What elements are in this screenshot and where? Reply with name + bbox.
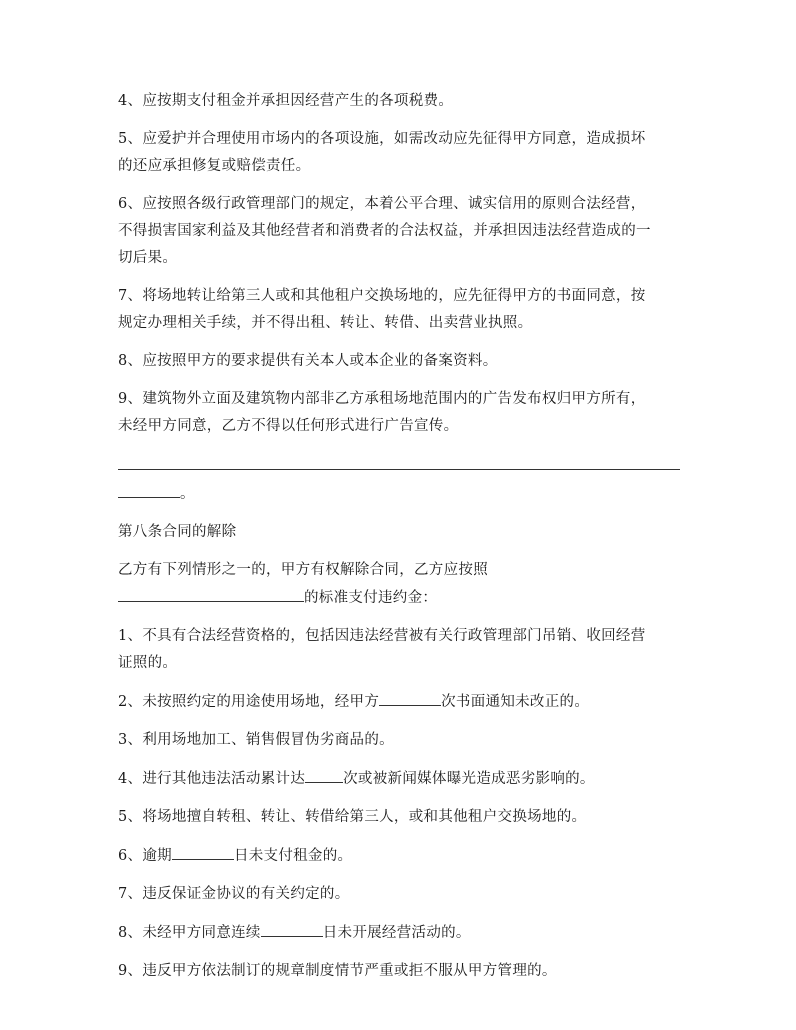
- violation-count-blank: [305, 765, 343, 783]
- fill-in-blank-block: [118, 452, 684, 508]
- clause-item-8-text: 8、应按照甲方的要求提供有关本人或本企业的备案资料。: [118, 353, 498, 369]
- termination-item-8-a: 8、未经甲方同意连续: [118, 925, 261, 941]
- overdue-days-blank: [172, 842, 234, 860]
- clause-item-5: [118, 126, 684, 180]
- clause-item-7-line-2: 规定办理相关手续，并不得出租、转让、转借、出卖营业执照。: [118, 315, 533, 331]
- termination-intro: [118, 557, 684, 612]
- clause-item-6-line-1: 6、应按照各级行政管理部门的规定，本着公平合理、诚实信用的原则合法经营，: [118, 196, 646, 212]
- clause-item-6-line-2: 不得损害国家利益及其他经营者和消费者的合法权益，并承担因违法经营造成的一: [118, 223, 651, 239]
- clause-item-9: [118, 386, 684, 440]
- section-title: 第八条合同的解除: [118, 524, 237, 540]
- termination-item-2-a: 2、未按照约定的用途使用场地，经甲方: [118, 694, 380, 710]
- clause-item-5-line-1: 5、应爱护并合理使用市场内的各项设施，如需改动应先征得甲方同意，造成损坏: [118, 131, 646, 147]
- termination-item-4-b: 次或被新闻媒体曝光造成恶劣影响的。: [343, 771, 595, 787]
- termination-item-2: [118, 688, 684, 716]
- clause-item-6: [118, 191, 684, 272]
- clause-item-7-line-1: 7、将场地转让给第三人或和其他租户交换场地的，应先征得甲方的书面同意，按: [118, 288, 646, 304]
- blank-line-end: 。: [180, 486, 195, 502]
- clause-item-4-text: 4、应按期支付租金并承担因经营产生的各项税费。: [118, 93, 454, 109]
- termination-intro-line-2: 的标准支付违约金：: [304, 590, 438, 606]
- termination-item-3: 3、利用场地加工、销售假冒伪劣商品的。: [118, 732, 394, 748]
- termination-item-2-b: 次书面通知未改正的。: [441, 694, 590, 710]
- clause-item-7: [118, 283, 684, 337]
- notice-count-blank: [379, 688, 441, 706]
- document-page: [118, 88, 684, 996]
- termination-intro-line-1: 乙方有下列情形之一的，甲方有权解除合同，乙方应按照: [118, 562, 488, 578]
- fill-in-blank-long: [118, 452, 680, 470]
- termination-item-8-b: 日未开展经营活动的。: [322, 925, 471, 941]
- termination-item-4-a: 4、进行其他违法活动累计达: [118, 771, 306, 787]
- clause-item-9-line-2: 未经甲方同意，乙方不得以任何形式进行广告宣传。: [118, 418, 459, 434]
- termination-item-5: 5、将场地擅自转租、转让、转借给第三人，或和其他租户交换场地的。: [118, 809, 587, 825]
- fill-in-blank-short: [118, 480, 180, 498]
- termination-item-7: 7、违反保证金协议的有关约定的。: [118, 886, 350, 902]
- termination-item-6-b: 日未支付租金的。: [233, 848, 353, 864]
- clause-item-8: [118, 348, 684, 375]
- termination-item-6: [118, 842, 684, 870]
- clause-item-5-line-2: 的还应承担修复或赔偿责任。: [118, 158, 311, 174]
- termination-item-1-line-2: 证照的。: [118, 655, 178, 671]
- termination-item-1: [118, 623, 684, 677]
- termination-item-8: [118, 919, 684, 947]
- penalty-standard-blank: [118, 584, 304, 602]
- termination-item-4: [118, 765, 684, 793]
- inactive-days-blank: [261, 919, 323, 937]
- clause-item-9-line-1: 9、建筑物外立面及建筑物内部非乙方承租场地范围内的广告发布权归甲方所有，: [118, 391, 646, 407]
- termination-item-9: 9、违反甲方依法制订的规章制度情节严重或拒不服从甲方管理的。: [118, 963, 557, 979]
- termination-item-1-line-1: 1、不具有合法经营资格的，包括因违法经营被有关行政管理部门吊销、收回经营: [118, 628, 646, 644]
- clause-item-6-line-3: 切后果。: [118, 250, 178, 266]
- clause-item-4: [118, 88, 684, 115]
- termination-item-6-a: 6、逾期: [118, 848, 172, 864]
